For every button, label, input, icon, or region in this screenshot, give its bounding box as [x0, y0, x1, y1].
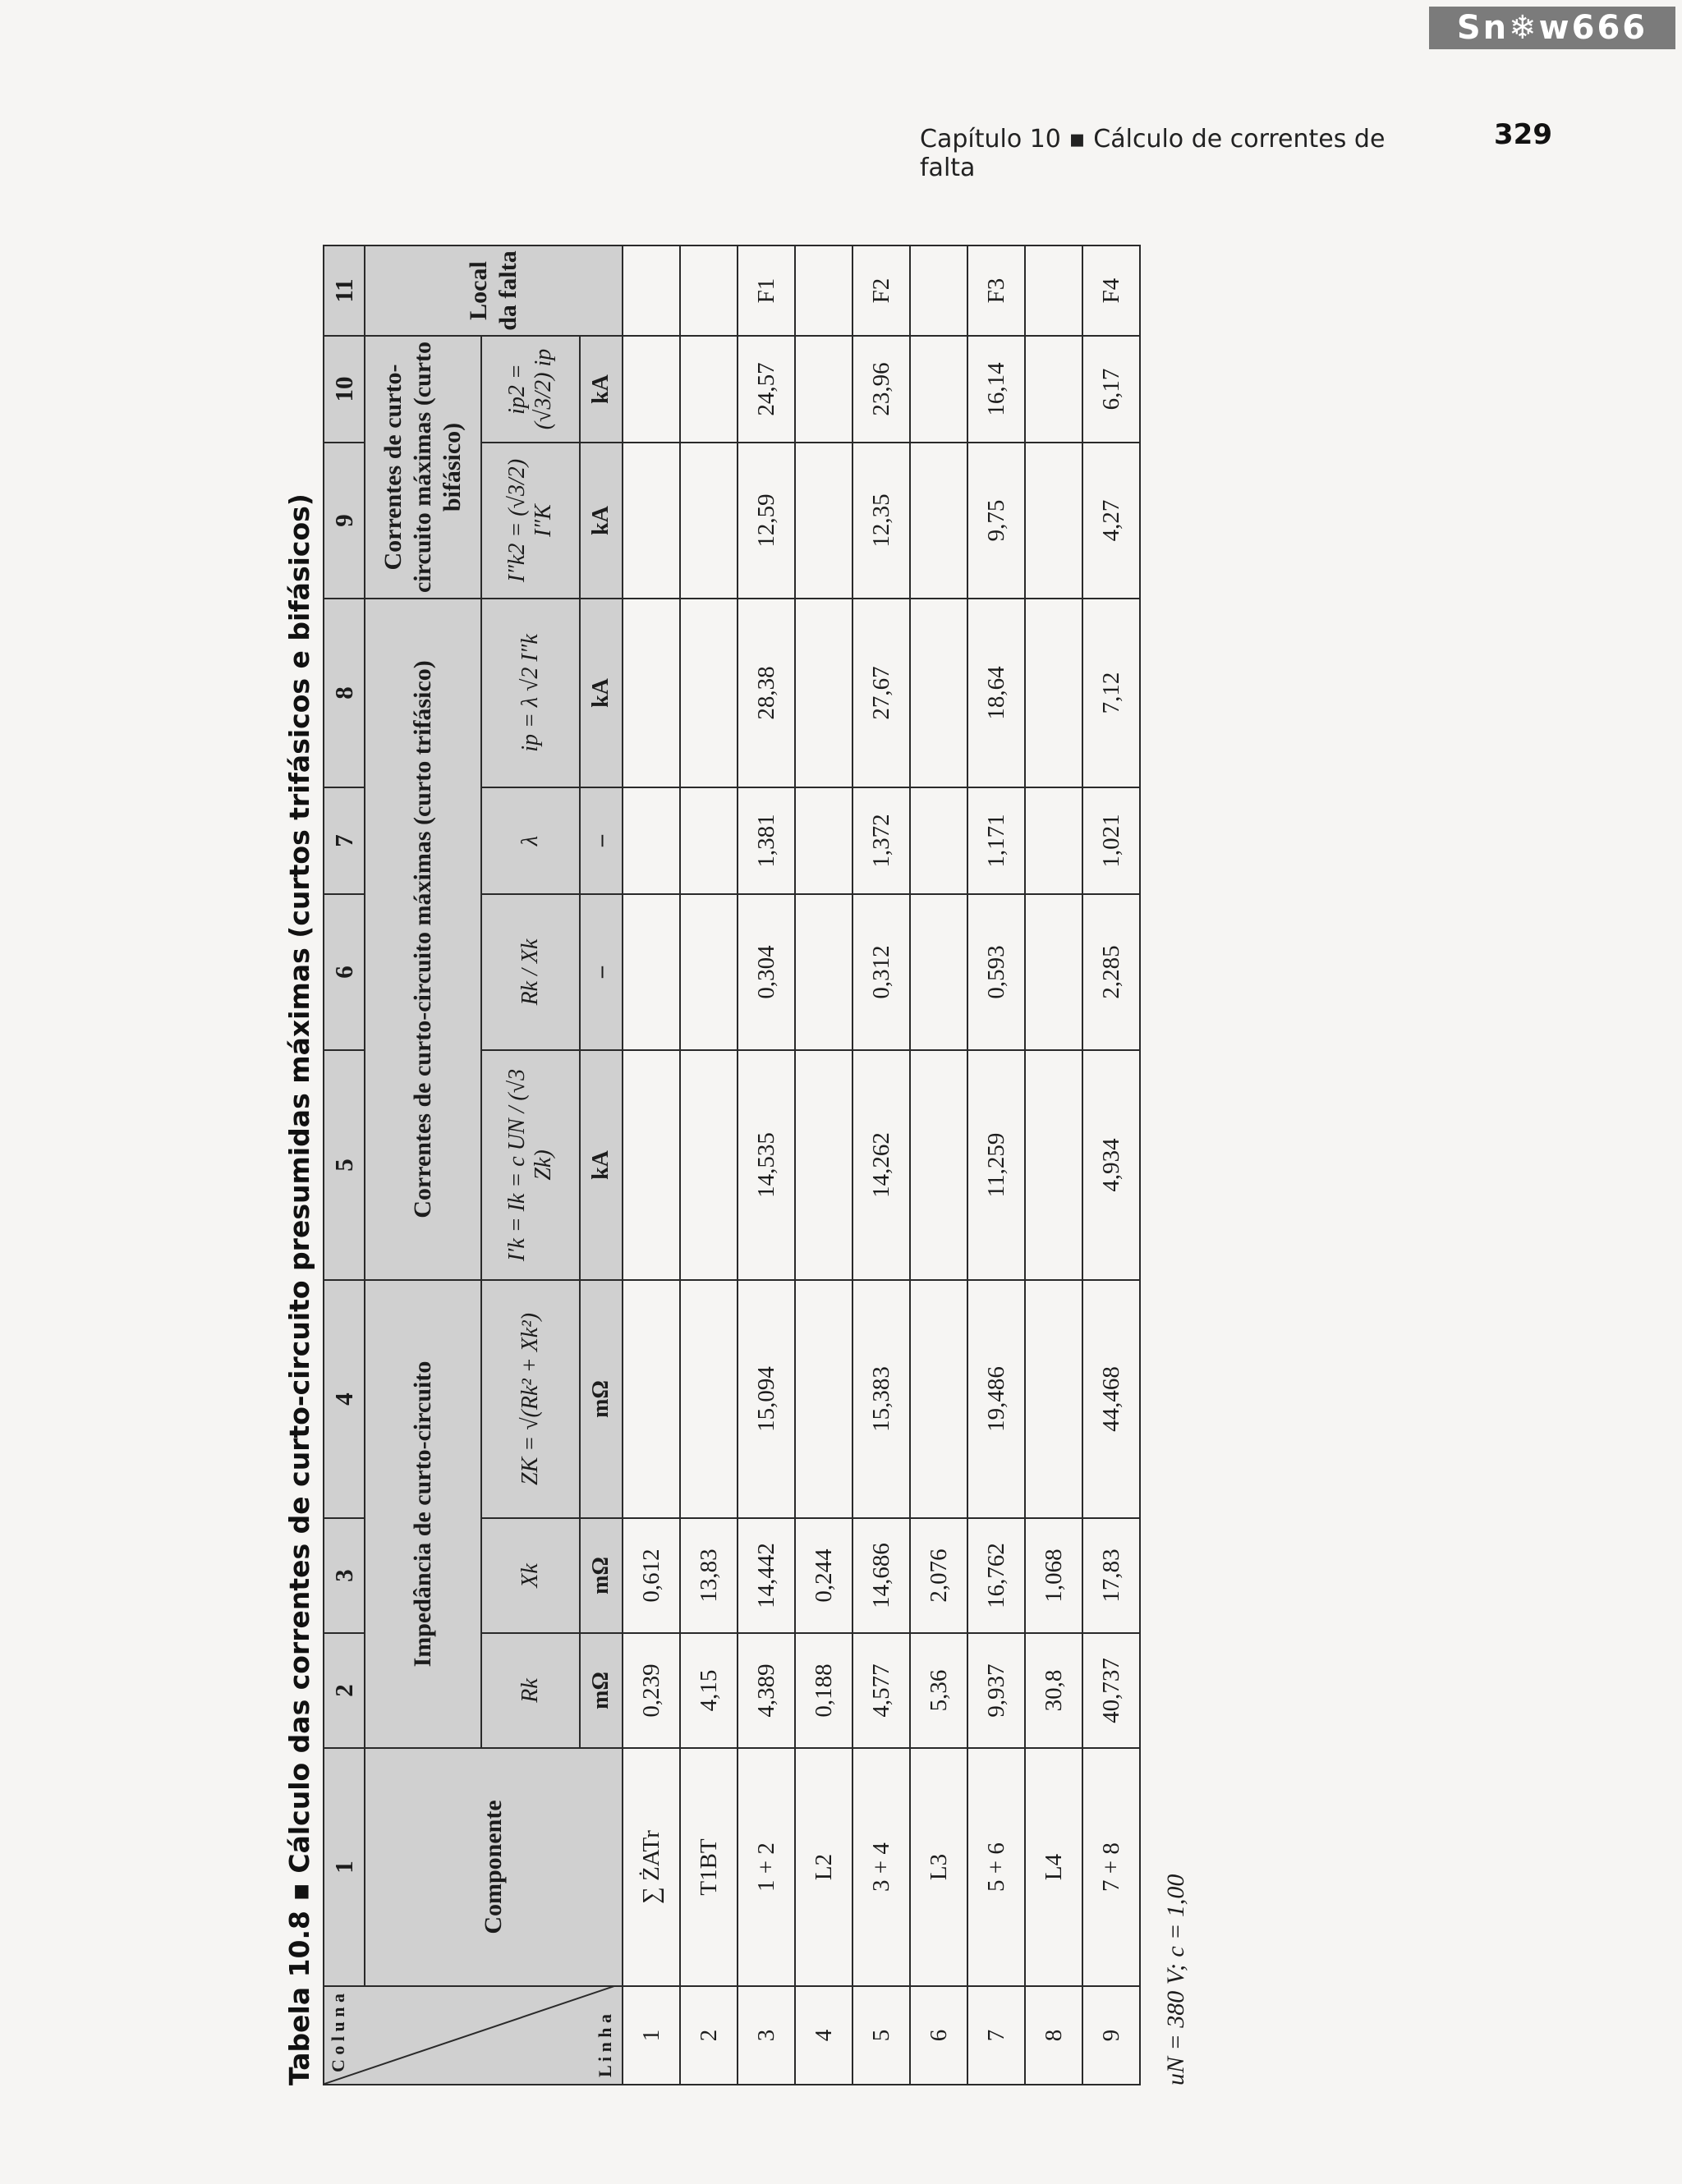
cell-lambda: 1,021 — [1082, 787, 1140, 894]
cell-rkxk — [795, 894, 852, 1050]
unit-ik: kA — [580, 1050, 623, 1280]
cell-ip2 — [910, 336, 967, 443]
col-num-4: 4 — [324, 1280, 365, 1518]
cell-zk: 19,486 — [967, 1280, 1025, 1518]
cell-lambda — [910, 787, 967, 894]
formula-ik2: I″k2 = (√3/2) I″K — [481, 443, 580, 599]
cell-comp: L2 — [795, 1748, 852, 1986]
cell-comp: L3 — [910, 1748, 967, 1986]
cell-local — [795, 245, 852, 336]
cell-ip2 — [1025, 336, 1082, 443]
table-row — [1025, 245, 1082, 2085]
col-num-6: 6 — [324, 894, 365, 1050]
cell-ip — [795, 599, 852, 787]
cell-zk: 44,468 — [1082, 1280, 1140, 1518]
cell-lambda — [680, 787, 738, 894]
cell-ik — [795, 1050, 852, 1280]
cell-lambda: 1,381 — [738, 787, 795, 894]
trifasico-header: Correntes de curto-circuito máximas (curto trifásico) — [365, 599, 481, 1280]
short-circuit-table — [323, 245, 1141, 2085]
componente-header: Componente — [365, 1748, 623, 1986]
cell-rkxk — [1025, 894, 1082, 1050]
cell-comp: 3 + 4 — [852, 1748, 910, 1986]
unit-rk-xk: – — [580, 894, 623, 1050]
unit-ik2: kA — [580, 443, 623, 599]
table-row — [967, 245, 1025, 2085]
col-num-5: 5 — [324, 1050, 365, 1280]
formula-ip: ip = λ √2 I″k — [481, 599, 580, 787]
cell-ik2: 12,59 — [738, 443, 795, 599]
impedancia-header: Impedância de curto-circuito — [365, 1280, 481, 1748]
cell-xk: 13,83 — [680, 1518, 738, 1633]
cell-xk: 0,612 — [623, 1518, 680, 1633]
cell-rkxk — [680, 894, 738, 1050]
cell-rkxk: 0,593 — [967, 894, 1025, 1050]
table-row — [680, 245, 738, 2085]
cell-ip2 — [680, 336, 738, 443]
cell-ik2 — [910, 443, 967, 599]
cell-comp: L4 — [1025, 1748, 1082, 1986]
cell-rk: 30,8 — [1025, 1633, 1082, 1748]
cell-ip — [680, 599, 738, 787]
table-row — [795, 245, 852, 2085]
cell-linha: 1 — [623, 1986, 680, 2085]
unit-rk: mΩ — [580, 1633, 623, 1748]
cell-rk: 4,15 — [680, 1633, 738, 1748]
cell-linha: 5 — [852, 1986, 910, 2085]
cell-rkxk — [910, 894, 967, 1050]
cell-ip2 — [623, 336, 680, 443]
cell-rk: 40,737 — [1082, 1633, 1140, 1748]
local-falta-header: Local da falta — [365, 245, 623, 336]
col-num-3: 3 — [324, 1518, 365, 1633]
cell-lambda — [795, 787, 852, 894]
cell-rk: 5,36 — [910, 1633, 967, 1748]
col-num-11: 11 — [324, 245, 365, 336]
cell-lambda: 1,372 — [852, 787, 910, 894]
cell-xk: 16,762 — [967, 1518, 1025, 1633]
cell-zk — [795, 1280, 852, 1518]
cell-lambda — [1025, 787, 1082, 894]
cell-linha: 7 — [967, 1986, 1025, 2085]
cell-ik — [680, 1050, 738, 1280]
unit-lambda: – — [580, 787, 623, 894]
table-footnote: uN = 380 V; c = 1,00 — [1162, 1874, 1189, 2085]
cell-xk: 0,244 — [795, 1518, 852, 1633]
corner-coluna-label: C o l u n a — [328, 1994, 348, 2072]
cell-ik2 — [795, 443, 852, 599]
cell-ip2: 24,57 — [738, 336, 795, 443]
cell-rkxk: 2,285 — [1082, 894, 1140, 1050]
cell-local — [680, 245, 738, 336]
col-num-7: 7 — [324, 787, 365, 894]
cell-rkxk — [623, 894, 680, 1050]
cell-xk: 17,83 — [1082, 1518, 1140, 1633]
cell-lambda — [623, 787, 680, 894]
cell-ip: 18,64 — [967, 599, 1025, 787]
cell-rk: 0,188 — [795, 1633, 852, 1748]
cell-ik — [910, 1050, 967, 1280]
cell-lambda: 1,171 — [967, 787, 1025, 894]
cell-linha: 9 — [1082, 1986, 1140, 2085]
col-num-1: 1 — [324, 1748, 365, 1986]
cell-ik2: 12,35 — [852, 443, 910, 599]
group-header-row — [365, 245, 481, 2085]
cell-rkxk: 0,312 — [852, 894, 910, 1050]
cell-zk — [910, 1280, 967, 1518]
cell-zk — [1025, 1280, 1082, 1518]
cell-comp: T1BT — [680, 1748, 738, 1986]
cell-ik — [1025, 1050, 1082, 1280]
running-head: Capítulo 10 ▪ Cálculo de correntes de falta — [920, 125, 1386, 182]
cell-local: F4 — [1082, 245, 1140, 336]
table-title: Tabela 10.8 ▪ Cálculo das correntes de curto-circuito presumidas máximas (curtos trifásicos e bifásicos) — [283, 493, 315, 2085]
bifasico-header: Correntes de curto-circuito máximas (curto bifásico) — [365, 336, 481, 599]
cell-ip2: 23,96 — [852, 336, 910, 443]
cell-linha: 4 — [795, 1986, 852, 2085]
table-row — [1082, 245, 1140, 2085]
cell-xk: 14,686 — [852, 1518, 910, 1633]
cell-ik: 11,259 — [967, 1050, 1025, 1280]
cell-xk: 14,442 — [738, 1518, 795, 1633]
cell-ik2 — [623, 443, 680, 599]
unit-zk: mΩ — [580, 1280, 623, 1518]
cell-xk: 1,068 — [1025, 1518, 1082, 1633]
cell-local: F2 — [852, 245, 910, 336]
formula-ip2: ip2 = (√3/2) ip — [481, 336, 580, 443]
cell-ik: 4,934 — [1082, 1050, 1140, 1280]
cell-ip: 27,67 — [852, 599, 910, 787]
cell-rk: 4,577 — [852, 1633, 910, 1748]
cell-rkxk: 0,304 — [738, 894, 795, 1050]
table-row — [910, 245, 967, 2085]
formula-xk: Xk — [481, 1518, 580, 1633]
formula-lambda: λ — [481, 787, 580, 894]
cell-ip2: 6,17 — [1082, 336, 1140, 443]
cell-ip2: 16,14 — [967, 336, 1025, 443]
corner-linha-label: L i n h a — [595, 2013, 615, 2077]
column-number-row — [324, 245, 365, 2085]
formula-rk: Rk — [481, 1633, 580, 1748]
corner-cell — [324, 1986, 623, 2085]
page-number: 329 — [1494, 118, 1552, 151]
cell-rk: 0,239 — [623, 1633, 680, 1748]
cell-ik: 14,262 — [852, 1050, 910, 1280]
col-num-2: 2 — [324, 1633, 365, 1748]
cell-zk — [623, 1280, 680, 1518]
cell-ik — [623, 1050, 680, 1280]
unit-ip2: kA — [580, 336, 623, 443]
cell-ik2 — [680, 443, 738, 599]
cell-local: F1 — [738, 245, 795, 336]
cell-local — [910, 245, 967, 336]
cell-zk — [680, 1280, 738, 1518]
page-header — [920, 115, 1552, 182]
cell-local — [623, 245, 680, 336]
corner-diagonal — [324, 1985, 617, 2084]
cell-comp: 7 + 8 — [1082, 1748, 1140, 1986]
table-row — [852, 245, 910, 2085]
cell-local — [1025, 245, 1082, 336]
cell-zk: 15,094 — [738, 1280, 795, 1518]
unit-ip: kA — [580, 599, 623, 787]
cell-ip — [910, 599, 967, 787]
unit-xk: mΩ — [580, 1518, 623, 1633]
cell-rk: 9,937 — [967, 1633, 1025, 1748]
cell-comp: 1 + 2 — [738, 1748, 795, 1986]
cell-xk: 2,076 — [910, 1518, 967, 1633]
col-num-9: 9 — [324, 443, 365, 599]
cell-ik2: 9,75 — [967, 443, 1025, 599]
table-body — [623, 245, 1140, 2085]
table-row — [738, 245, 795, 2085]
formula-ik: I′k = Ik = c UN / (√3 Zk) — [481, 1050, 580, 1280]
cell-comp: 5 + 6 — [967, 1748, 1025, 1986]
cell-linha: 3 — [738, 1986, 795, 2085]
col-num-8: 8 — [324, 599, 365, 787]
rotated-table-block — [283, 246, 1211, 2085]
cell-local: F3 — [967, 245, 1025, 336]
cell-ik: 14,535 — [738, 1050, 795, 1280]
cell-ip — [1025, 599, 1082, 787]
watermark-logo: Sn❄w666 — [1429, 7, 1675, 49]
cell-linha: 8 — [1025, 1986, 1082, 2085]
cell-ip2 — [795, 336, 852, 443]
cell-ik2 — [1025, 443, 1082, 599]
cell-ip: 28,38 — [738, 599, 795, 787]
cell-linha: 6 — [910, 1986, 967, 2085]
cell-ip: 7,12 — [1082, 599, 1140, 787]
cell-comp: ∑ ŻATr — [623, 1748, 680, 1986]
cell-rk: 4,389 — [738, 1633, 795, 1748]
formula-rk-xk: Rk / Xk — [481, 894, 580, 1050]
cell-ip — [623, 599, 680, 787]
cell-ik2: 4,27 — [1082, 443, 1140, 599]
formula-zk: ZK = √(Rk² + Xk²) — [481, 1280, 580, 1518]
table-row — [623, 245, 680, 2085]
cell-linha: 2 — [680, 1986, 738, 2085]
col-num-10: 10 — [324, 336, 365, 443]
cell-zk: 15,383 — [852, 1280, 910, 1518]
